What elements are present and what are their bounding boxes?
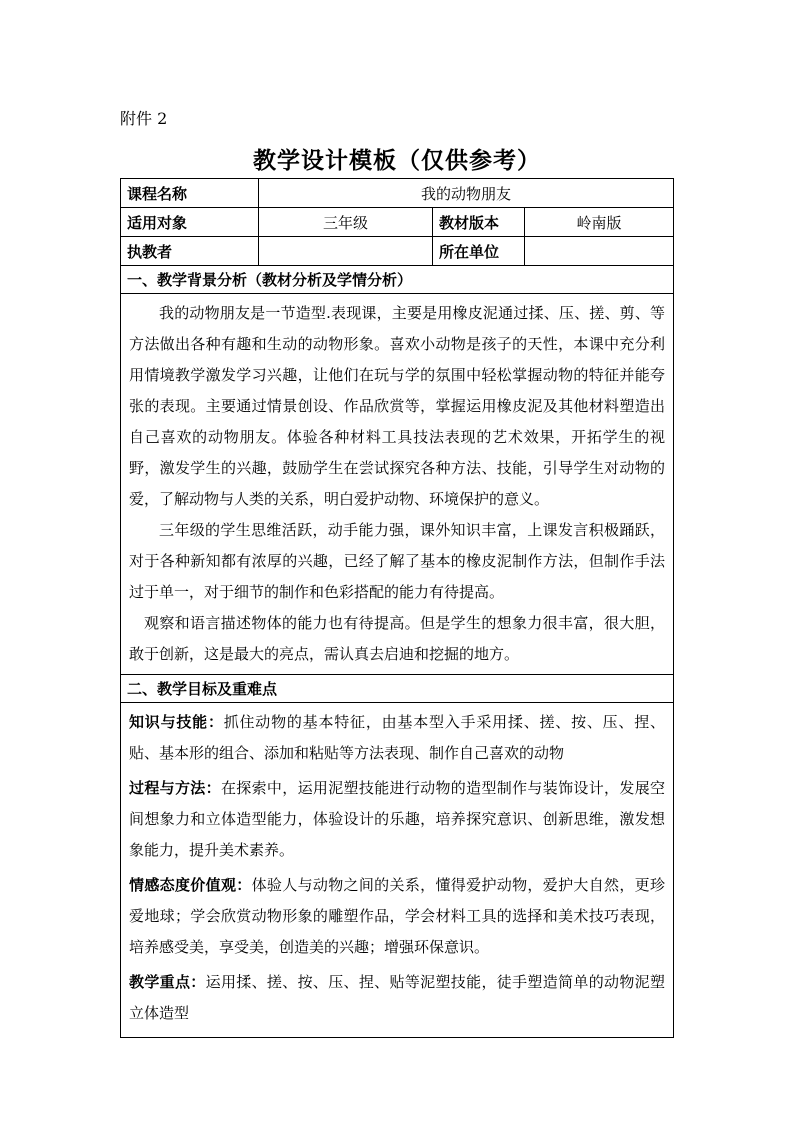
key-text: 运用揉、搓、按、压、捏、贴等泥塑技能，徒手塑造简单的动物泥塑立体造型 <box>129 973 666 1022</box>
document-title: 教学设计模板（仅供参考） <box>253 147 541 174</box>
course-value: 我的动物朋友 <box>259 179 674 208</box>
emotion-text: 体验人与动物之间的关系，懂得爱护动物，爱护大自然，更珍爱地球；学会欣赏动物形象的雕塑作品，学会材料工具的选择和美术技巧表现，培养感受美，享受美，创造美的兴趣；增强环保意识。 <box>129 876 666 956</box>
section1-heading: 一、教学背景分析（教材分析及学情分析） <box>121 266 674 294</box>
section1-paragraph-2: 三年级的学生思维活跃，动手能力强，课外知识丰富，上课发言积极踊跃，对于各种新知都有浓厚的兴趣，已经了解了基本的橡皮泥制作方法，但制作手法过于单一，对于细节的制作和色彩搭配的能力有待提高。 <box>129 521 666 601</box>
section1-paragraph-3: 观察和语言描述物体的能力也有待提高。但是学生的想象力很丰富，很大胆，敢于创新，这是最大的亮点，需认真去启迪和挖掘的地方。 <box>129 614 666 663</box>
course-label: 课程名称 <box>121 179 259 208</box>
knowledge-text: 抓住动物的基本特征，由基本型入手采用揉、搓、按、压、捏、贴、基本形的组合、添加和粘贴等方法表现、制作自己喜欢的动物 <box>129 713 666 762</box>
section2-body-row <box>121 703 674 1038</box>
teacher-value <box>259 237 433 266</box>
teacher-label: 执教者 <box>121 237 259 266</box>
row-teacher <box>121 237 674 266</box>
attachment-label: 附件 2 <box>120 109 168 128</box>
process-label: 过程与方法： <box>129 779 221 797</box>
process-text: 在探索中，运用泥塑技能进行动物的造型制作与装饰设计，发展空间想象力和立体造型能力，体验设计的乐趣，培养探究意识、创新思维，激发想象能力，提升美术素养。 <box>129 779 666 859</box>
edition-value: 岭南版 <box>525 208 674 237</box>
target-label: 适用对象 <box>121 208 259 237</box>
section1-heading-row <box>121 266 674 294</box>
row-target <box>121 208 674 237</box>
target-value: 三年级 <box>259 208 433 237</box>
design-table <box>120 178 674 1038</box>
teaching-key-point <box>129 967 665 1029</box>
section2-body <box>121 703 674 1038</box>
section1-paragraph-1: 我的动物朋友是一节造型.表现课，主要是用橡皮泥通过揉、压、搓、剪、等方法做出各种有趣和生动的动物形象。喜欢小动物是孩子的天性，本课中充分利用情境教学激发学习兴趣，让他们在玩与学的氛围中轻松掌握动物的特征并能夸张的表现。主要通过情景创设、作品欣赏等，掌握运用橡皮泥及其他材料塑造出自己喜欢的动物朋友。体验各种材料工具技法表现的艺术效果，开拓学生的视野，激发学生的兴趣，鼓励学生在尝试探究各种方法、技能，引导学生对动物的爱，了解动物与人类的关系，明白爱护动物、环境保护的意义。 <box>129 304 666 508</box>
objective-emotion <box>129 870 665 963</box>
emotion-label: 情感态度价值观： <box>129 876 252 894</box>
section2-heading: 二、教学目标及重难点 <box>121 675 674 703</box>
key-label: 教学重点： <box>129 973 206 991</box>
section2-heading-row <box>121 675 674 703</box>
objective-knowledge <box>129 707 665 769</box>
section1-body-row <box>121 294 674 675</box>
unit-value <box>525 237 674 266</box>
row-course <box>121 179 674 208</box>
edition-label: 教材版本 <box>433 208 525 237</box>
knowledge-label: 知识与技能： <box>129 713 224 731</box>
objective-process <box>129 773 665 866</box>
section1-body <box>121 294 674 675</box>
unit-label: 所在单位 <box>433 237 525 266</box>
